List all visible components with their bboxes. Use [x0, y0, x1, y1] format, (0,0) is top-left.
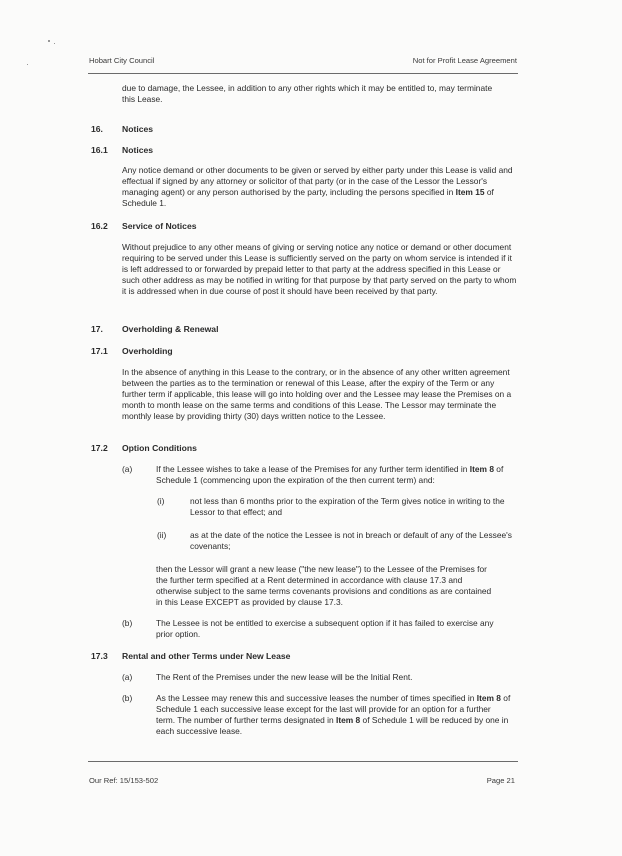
header-title: Not for Profit Lease Agreement [412, 56, 517, 65]
clause-17-3-a-label: (a) [122, 672, 133, 682]
footer-rule [88, 761, 518, 762]
clause-17-2-a-ii-text: as at the date of the notice the Lessee is not in breach or default of any of the Lessee's covenants; [190, 530, 512, 551]
section-17-title: Overholding & Renewal [122, 324, 219, 334]
section-17-2-title: Option Conditions [122, 443, 197, 453]
section-16-1-body: Any notice demand or other documents to be given or served by either party under this Lease is valid and effectual if signed by any attorney or solicitor of that party (or in the case of the Lessor the Lessor's managing agent) or any person authorised by the party, including the persons specified in Item 15 of Schedule 1. [122, 165, 513, 208]
section-16-number: 16. [91, 124, 103, 134]
section-16-2-body: Without prejudice to any other means of giving or serving notice any notice or demand or other document requiring to be served under this Lease is sufficiently served on the party on whom service is intended if it is left addressed to or forwarded by prepaid letter to that party at the address specified in this Lease or such other address as may be notified in writing for that purpose by that party served on the party to whom it is addressed when in due course of post it should have been received by that party. [122, 242, 517, 296]
section-17-3-number: 17.3 [91, 651, 108, 661]
scan-speck [48, 40, 50, 42]
section-16-title: Notices [122, 124, 154, 134]
section-17-1-number: 17.1 [91, 346, 108, 356]
header-rule [88, 73, 518, 74]
clause-17-3-a-text: The Rent of the Premises under the new lease will be the Initial Rent. [156, 672, 413, 682]
header-org: Hobart City Council [89, 56, 155, 65]
clause-17-2-then-text: then the Lessor will grant a new lease ("the new lease") to the Lessee of the Premises for the further term specified at a Rent determined in accordance with clause 17.3 and otherwise subject to the same terms covenants provisions and conditions as are contained in this Lease EXCEPT as provided by clause 17.3. [156, 564, 492, 607]
clause-17-2-a-label: (a) [122, 464, 133, 474]
clause-17-2-a-i-label: (i) [157, 496, 165, 506]
clause-17-2-a-ii-label: (ii) [157, 530, 167, 540]
intro-paragraph: due to damage, the Lessee, in addition to any other rights which it may be entitled to, may terminate this Lease. [122, 83, 493, 104]
section-16-2-title: Service of Notices [122, 221, 197, 231]
section-17-1-body: In the absence of anything in this Lease to the contrary, or in the absence of any other written agreement between the parties as to the termination or renewal of this Lease, after the expiry of the Term or any further term if applicable, this lease will go into holding over and the Lessee may lease the Premises on a month to month lease on the same terms and conditions of this Lease. The Lessor may terminate the monthly lease by providing thirty (30) days written notice to the Lessee. [122, 367, 512, 421]
section-17-3-title: Rental and other Terms under New Lease [122, 651, 291, 661]
footer-reference: Our Ref: 15/153-502 [89, 776, 159, 785]
section-16-1-title: Notices [122, 145, 154, 155]
scan-speck [27, 64, 28, 65]
clause-17-2-b-label: (b) [122, 618, 133, 628]
section-17-1-title: Overholding [122, 346, 173, 356]
section-17-2-number: 17.2 [91, 443, 108, 453]
clause-17-3-b-text: As the Lessee may renew this and successive leases the number of times specified in Item 8 of Schedule 1 each successive lease except for the last will provide for an option for a further term. The number of further terms designated in Item 8 of Schedule 1 will be reduced by one in each successive lease. [156, 693, 511, 736]
section-16-1-number: 16.1 [91, 145, 108, 155]
section-16-2-number: 16.2 [91, 221, 108, 231]
scan-speck [54, 43, 55, 44]
clause-17-3-b-label: (b) [122, 693, 133, 703]
section-17-number: 17. [91, 324, 103, 334]
clause-17-2-a-text: If the Lessee wishes to take a lease of the Premises for any further term identified in Item 8 of Schedule 1 (commencing upon the expiration of the then current term) and: [156, 464, 504, 485]
clause-17-2-a-i-text: not less than 6 months prior to the expiration of the Term gives notice in writing to the Lessor to that effect; and [190, 496, 505, 517]
clause-17-2-b-text: The Lessee is not be entitled to exercise a subsequent option if it has failed to exercise any prior option. [156, 618, 494, 639]
footer-page-number: Page 21 [486, 776, 515, 785]
